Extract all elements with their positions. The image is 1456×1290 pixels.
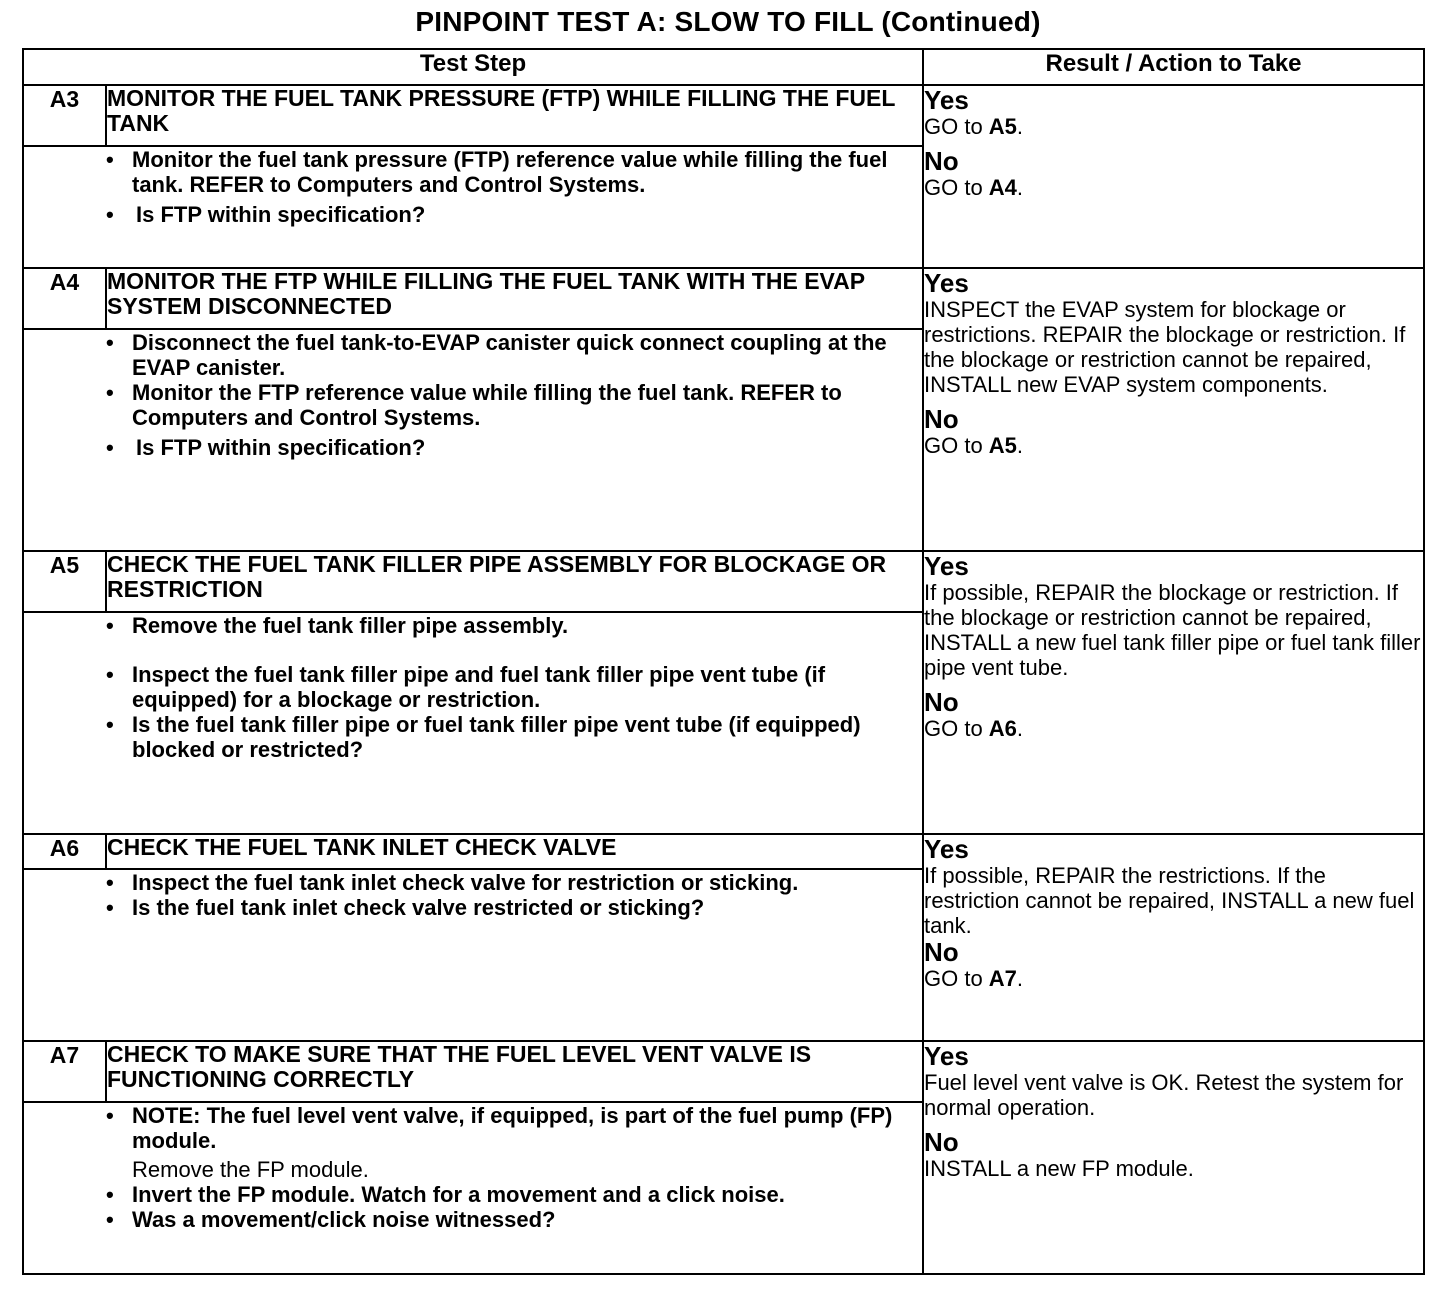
yes-label: Yes [924,834,969,864]
list-item: • Monitor the FTP reference value while filling the fuel tank. REFER to Computers and Control Systems. [106,380,922,430]
step-result [923,834,1424,1041]
no-label: No [924,937,959,967]
no-action: GO to A6. [924,716,1024,741]
step-result [923,551,1424,834]
yes-action: Fuel level vent valve is OK. Retest the system for normal operation. [924,1070,1404,1120]
step-heading: CHECK THE FUEL TANK INLET CHECK VALVE [106,834,923,869]
page-title: PINPOINT TEST A: SLOW TO FILL (Continued) [415,6,1041,37]
yes-action: INSPECT the EVAP system for blockage or restrictions. REPAIR the blockage or restriction. If the blockage or restriction cannot be repaired, INSTALL new EVAP system components. [924,297,1406,397]
step-id: A3 [23,85,106,146]
step-id: A6 [23,834,106,869]
no-action: GO to A5. [924,433,1024,458]
step-a4-heading-row [23,268,1424,329]
step-heading: MONITOR THE FUEL TANK PRESSURE (FTP) WHILE FILLING THE FUEL TANK [106,85,923,146]
test-step-header: Test Step [23,49,923,85]
list-item: • Invert the FP module. Watch for a movement and a click noise. [106,1182,922,1207]
step-heading: CHECK TO MAKE SURE THAT THE FUEL LEVEL VENT VALVE IS FUNCTIONING CORRECTLY [106,1041,923,1102]
list-item: • Remove the fuel tank filler pipe assembly. [106,613,922,638]
step-id: A7 [23,1041,106,1102]
step-result [923,85,1424,268]
yes-label: Yes [924,1041,969,1071]
step-a3-heading-row [23,85,1424,146]
yes-label: Yes [924,85,969,115]
step-id: A5 [23,551,106,612]
step-question: • Is the fuel tank filler pipe or fuel tank filler pipe vent tube (if equipped) blocked or restricted? [106,712,922,762]
table-header-row [23,49,1424,85]
no-action: GO to A7. [924,966,1024,991]
no-label: No [924,1127,959,1157]
step-body [106,146,923,268]
yes-label: Yes [924,268,969,298]
yes-action: GO to A5. [924,114,1024,139]
result-header: Result / Action to Take [923,49,1424,85]
list-item: • Monitor the fuel tank pressure (FTP) reference value while filling the fuel tank. REFER to Computers and Control Systems. [106,147,922,197]
yes-label: Yes [924,551,969,581]
pinpoint-test-table [22,48,1425,1275]
step-id: A4 [23,268,106,329]
step-body [106,329,923,551]
step-question: • Was a movement/click noise witnessed? [106,1207,922,1232]
step-question: • Is the fuel tank inlet check valve restricted or sticking? [106,895,922,920]
list-item [106,1103,922,1153]
step-a6-heading-row [23,834,1424,869]
step-body [106,869,923,1041]
yes-action: If possible, REPAIR the blockage or restriction. If the blockage or restriction cannot be repaired, INSTALL a new fuel tank filler pipe or fuel tank filler pipe vent tube. [924,580,1421,680]
step-a7-heading-row [23,1041,1424,1102]
no-label: No [924,146,959,176]
list-item: • Disconnect the fuel tank-to-EVAP canister quick connect coupling at the EVAP canister. [106,330,922,380]
step-result [923,268,1424,551]
note-label: NOTE: [132,1103,201,1128]
step-result [923,1041,1424,1274]
note-continuation: Remove the FP module. [132,1157,369,1182]
note-text: The fuel level vent valve, if equipped, is part of the fuel pump (FP) module. [132,1103,893,1153]
step-body [106,612,923,834]
step-question: • Is FTP within specification? [106,202,922,227]
yes-action: If possible, REPAIR the restrictions. If the restriction cannot be repaired, INSTALL a new fuel tank. [924,863,1415,938]
no-label: No [924,687,959,717]
no-action: INSTALL a new FP module. [924,1156,1194,1181]
step-heading: MONITOR THE FTP WHILE FILLING THE FUEL TANK WITH THE EVAP SYSTEM DISCONNECTED [106,268,923,329]
step-a5-heading-row [23,551,1424,612]
no-label: No [924,404,959,434]
step-body [106,1102,923,1274]
list-item: • Inspect the fuel tank filler pipe and fuel tank filler pipe vent tube (if equipped) for a blockage or restriction. [106,662,922,712]
step-heading: CHECK THE FUEL TANK FILLER PIPE ASSEMBLY FOR BLOCKAGE OR RESTRICTION [106,551,923,612]
no-action: GO to A4. [924,175,1024,200]
step-question: • Is FTP within specification? [106,435,922,460]
list-item: • Inspect the fuel tank inlet check valve for restriction or sticking. [106,870,922,895]
